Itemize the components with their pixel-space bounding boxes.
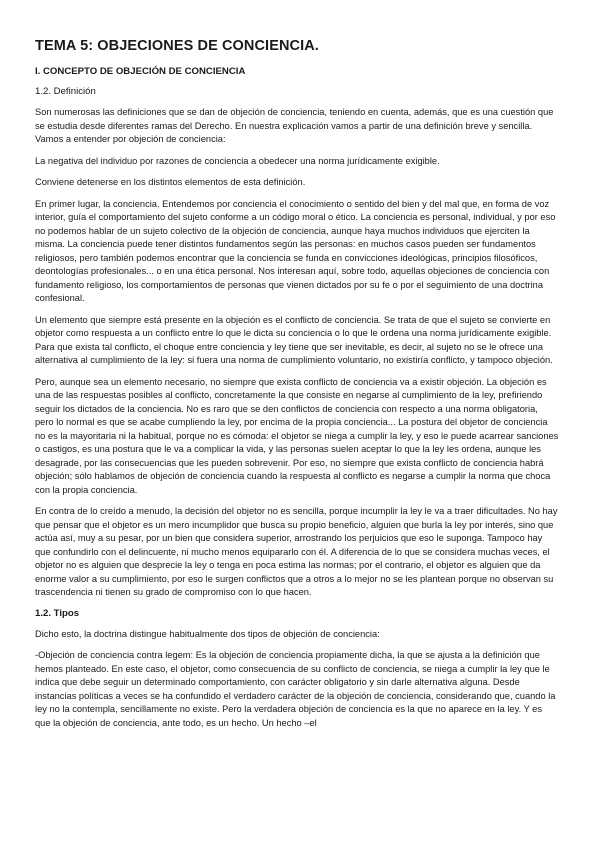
- paragraph: Pero, aunque sea un elemento necesario, no siempre que exista conflicto de conciencia va a existir objeción. La objeción es una de las respuestas posibles al conflicto, concretamente la que consiste en negarse al cumplimiento de la ley, prefiriendo seguir los dictados de la conciencia. No es raro que se den conflictos de conciencia con respecto a una norma obligatoria, pero lo normal es que se acabe cumpliendo la ley, por encima de la propia conciencia... La postura del objetor de conciencia no es la mayoritaria ni la habitual, porque no es cómoda: el objetor se niega a cumplir la ley, y eso le puede acarrear sanciones o castigos, es una postura que le va a complicar la vida, y las personas suelen aceptar lo que la ley les ordena, aunque les desagrade, por las consecuencias que les pueden sobrevenir. Por eso, no siempre que exista conflicto de conciencia habrá objeción; sólo hablamos de objeción de conciencia cuando la respuesta al conflicto es negarse a cumplir la norma que choca con la propia conciencia.: [35, 376, 559, 495]
- subsection-heading-definicion: 1.2. Definición: [35, 86, 96, 97]
- paragraph: Un elemento que siempre está presente en la objeción es el conflicto de conciencia. Se trata de que el sujeto se convierte en objetor como respuesta a un conflicto entre lo que le dicta su conciencia o lo que le ordena una norma jurídicamente exigible. Para que exista tal conflicto, el choque entre conciencia y ley tiene que ser inevitable, es decir, al sujeto no se le ofrece una alternativa al cumplimiento de la ley: si fuera una norma de cumplimiento voluntario, no existiría conflicto, y tampoco objeción.: [35, 314, 553, 365]
- paragraph: -Objeción de conciencia contra legem: Es la objeción de conciencia propiamente dicha, la que se ajusta a la definición que hemos planteado. En este caso, el objetor, como consecuencia de su conflicto de conciencia, se niega a cumplir la ley que le indica que debe seguir un determinado comportamiento, con carácter obligatorio y sin darle alternativa alguna. Desde instancias políticas a veces se ha confundido el verdadero carácter de la objeción de conciencia, considerando que, cuando la ley no la contempla, sencillamente no existe. Pero la verdadera objeción de conciencia es la que no aparece en la ley. Y es que la objeción de conciencia, ante todo, es un hecho. Un hecho –el: [35, 650, 556, 728]
- paragraph: Son numerosas las definiciones que se dan de objeción de conciencia, teniendo en cuenta, además, que es una cuestión que se estudia desde diferentes ramas del Derecho. En nuestra explicación vamos a partir de una definición breve y sencilla. Vamos a entender por objeción de conciencia:: [35, 107, 554, 144]
- document-title: TEMA 5: OBJECIONES DE CONCIENCIA.: [35, 38, 319, 54]
- definition-paragraph: La negativa del individuo por razones de conciencia a obedecer una norma jurídicamente exigible.: [35, 155, 440, 166]
- subsection-heading-tipos: 1.2. Tipos: [35, 607, 80, 619]
- paragraph: Conviene detenerse en los distintos elementos de esta definición.: [35, 177, 306, 187]
- paragraph: Dicho esto, la doctrina distingue habitualmente dos tipos de objeción de conciencia:: [35, 628, 380, 639]
- paragraph: En primer lugar, la conciencia. Entendemos por conciencia el conocimiento o sentido del bien y del mal que, en forma de voz interior, guía el comportamiento del sujeto conforme a un código moral o ético. La conciencia es personal, individual, y por eso no podemos hablar de un sujeto colectivo de la objeción de conciencia, aunque haya muchos individuos que ejerciten la misma. La conciencia puede tener distintos fundamentos según las personas: en muchos casos pueden ser fundamentos religiosos, pero también podemos encontrar que la conciencia se funda en convicciones ideológicas, principios filosóficos, deontologías profesionales... o en una ética personal. Nos interesan aquí, sobre todo, aquellas objeciones de conciencia con fundamento religioso, los comportamientos de personas que vienen dictados por su fe o por el seguimiento de una doctrina confesional.: [35, 198, 556, 303]
- paragraph: En contra de lo creído a menudo, la decisión del objetor no es sencilla, porque incumplir la ley le va a traer dificultades. No hay que pensar que el objetor es un mero incumplidor que busca su propio beneficio, alguien que burla la ley por interés, sino que actúa así, muy a su pesar, por un bien que considera superior, arrostrando los perjuicios que eso le suponga. Tampoco hay que confundirlo con el delincuente, ni mucho menos equipararlo con él. A diferencia de lo que se considera muchas veces, el objetor no es alguien que desprecie la ley o tenga en poca estima las normas; por el contrario, el objetor es alguien que da enorme valor a su cumplimiento, por eso le surgen conflictos que a otros a lo mejor no se les plantean porque no observan su trascendencia ni tienen su grado de compromiso con lo que hacen.: [35, 506, 558, 597]
- section-heading: I. CONCEPTO DE OBJECIÓN DE CONCIENCIA: [35, 66, 246, 77]
